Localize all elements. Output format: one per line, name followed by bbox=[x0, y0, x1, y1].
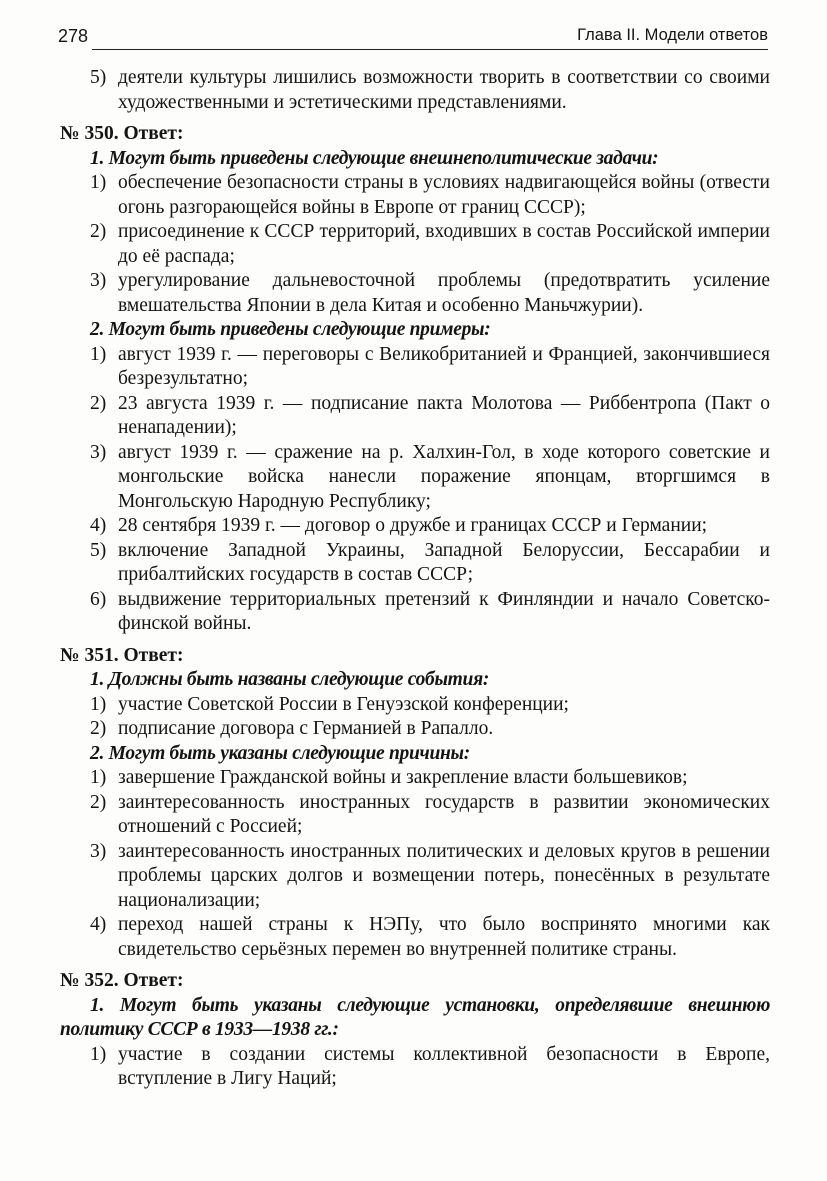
list-item: 5) деятели культуры лишились возможности творить в соответствии со своими художественными и эстетическими представлениями. bbox=[90, 67, 770, 113]
section-title: 1. Могут быть приведены следующие внешнеполитические задачи: bbox=[90, 147, 659, 169]
list-item: 2) 23 августа 1939 г. — подписание пакта Молотова — Риббентропа (Пакт о ненападении); bbox=[90, 392, 770, 438]
answer-heading-350: № 350. Ответ: bbox=[60, 123, 184, 144]
list-item: 2) присоединение к СССР территорий, входивших в состав Российской империи до её распада; bbox=[90, 221, 770, 267]
list-item: 2) заинтересованность иностранных государств в развитии экономических отношений с Россией; bbox=[90, 791, 770, 837]
section-title: 1. Могут быть указаны следующие установки, определявшие внешнюю политику СССР в 1933—1938 гг.: bbox=[60, 994, 770, 1040]
list-item: 3) заинтересованность иностранных политических и деловых кругов в решении проблемы царских долгов и возмещении потерь, понесённых в результате национализации; bbox=[90, 840, 770, 911]
list-item: 4) переход нашей страны к НЭПу, что было воспринято многими как свидетельство серьёзных перемен во внутренней политике страны. bbox=[90, 914, 770, 960]
section-title: 2. Могут быть приведены следующие примеры: bbox=[90, 319, 491, 340]
section-title: 1. Должны быть названы следующие события: bbox=[90, 669, 490, 690]
list-item: 3) август 1939 г. — сражение на р. Халхин-Гол, в ходе которого советские и монгольские войска нанесли поражение японцам, вторгшимся в Монгольскую Народную Республику; bbox=[90, 441, 770, 512]
list-item: 1) обеспечение безопасности страны в условиях надвигающейся войны (отвести огонь разгорающейся войны в Европе от границ СССР); bbox=[90, 172, 770, 218]
list-item: 1) завершение Гражданской войны и закрепление власти большевиков; bbox=[90, 767, 688, 788]
page-content bbox=[60, 66, 770, 1092]
page-number: 278 bbox=[58, 26, 89, 46]
answer-heading-351: № 351. Ответ: bbox=[60, 644, 184, 666]
header-rule bbox=[92, 49, 768, 50]
list-item: 2) подписание договора с Германией в Рапалло. bbox=[90, 718, 494, 739]
chapter-title: Глава II. Модели ответов bbox=[577, 26, 768, 44]
page-header bbox=[58, 22, 768, 52]
list-item: 1) участие Советской России в Генуэзской конференции; bbox=[90, 693, 569, 715]
section-title: 2. Могут быть указаны следующие причины: bbox=[90, 742, 470, 764]
answer-heading-352: № 352. Ответ: bbox=[60, 970, 184, 991]
list-item: 4) 28 сентября 1939 г. — договор о дружбе и границах СССР и Германии; bbox=[90, 515, 708, 536]
list-item: 1) август 1939 г. — переговоры с Великобританией и Францией, закончившиеся безрезультатно; bbox=[90, 343, 770, 389]
list-item: 5) включение Западной Украины, Западной Белоруссии, Бессарабии и прибалтийских государств в состав СССР; bbox=[90, 539, 770, 585]
list-item: 6) выдвижение территориальных претензий к Финляндии и начало Советско-финской войны. bbox=[90, 588, 770, 634]
list-item: 3) урегулирование дальневосточной проблемы (предотвратить усиление вмешательства Японии в дела Китая и особенно Маньчжурии). bbox=[90, 270, 770, 316]
list-item: 1) участие в создании системы коллективной безопасности в Европе, вступление в Лигу Наций; bbox=[90, 1043, 770, 1089]
